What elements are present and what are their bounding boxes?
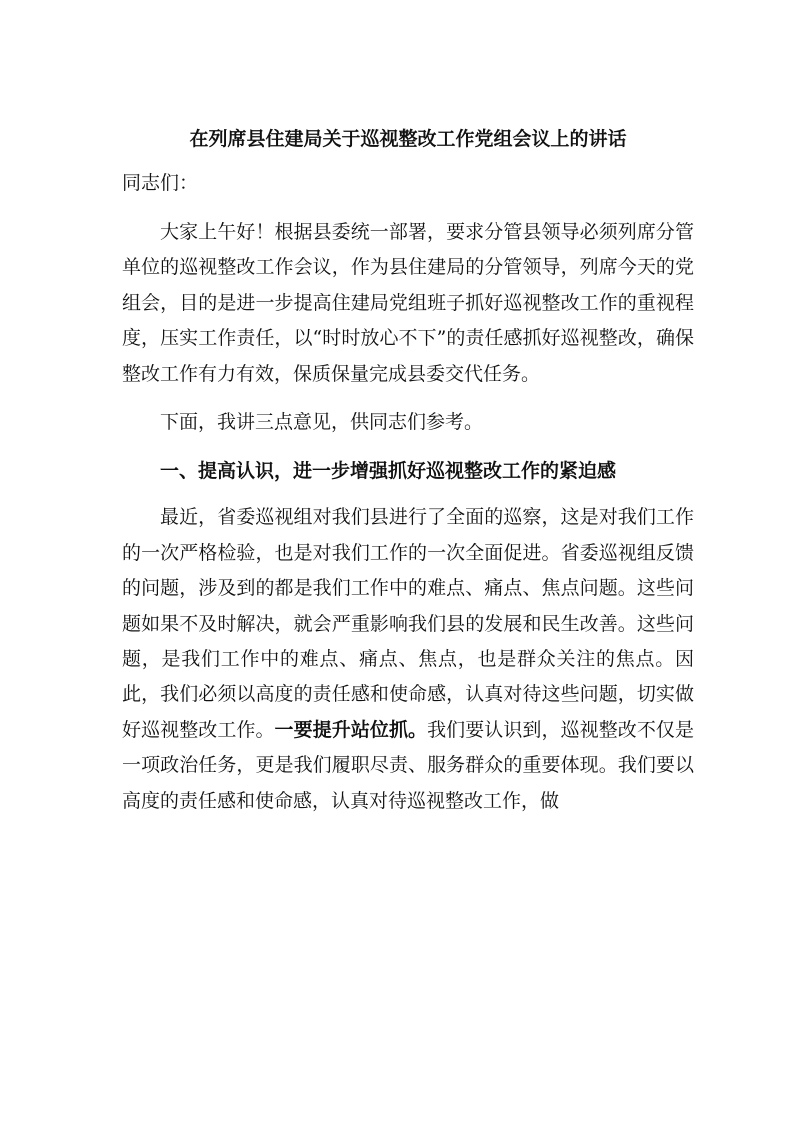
section-heading-1: 一、提高认识，进一步增强抓好巡视整改工作的紧迫感 (160, 460, 617, 483)
section-1-bold-phrase: 一要提升站位抓。 (274, 718, 428, 741)
intro-paragraph: 大家上午好！根据县委统一部署，要求分管县领导必须列席分管单位的巡视整改工作会议，作为县住建局的分管领导，列席今天的党组会，目的是进一步提高住建局党组班子抓好巡视整改工作的重视程度，压实工作责任，以“时时放心不下”的责任感抓好巡视整改，确保整改工作有力有效，保质保量完成县委交代任务。 (122, 221, 694, 385)
section-1-text-after: 我们要认识到，巡视整改不仅是一项政治任务，更是我们履职尽责、服务群众的重要体现。我们要以高度的责任感和使命感，认真对待巡视整改工作，做 (122, 718, 694, 812)
salutation: 同志们： (122, 172, 199, 194)
document-content (122, 122, 694, 819)
document-title: 在列席县住建局关于巡视整改工作党组会议上的讲话 (189, 128, 627, 150)
section-1-paragraph (122, 500, 694, 819)
section-1-text-before: 最近，省委巡视组对我们县进行了全面的巡察，这是对我们工作的一次严格检验，也是对我们工作的一次全面促进。省委巡视组反馈的问题，涉及到的都是我们工作中的难点、痛点、焦点问题。这些问题如果不及时解决，就会严重影响我们县的发展和民生改善。这些问题，是我们工作中的难点、痛点、焦点，也是群众关注的焦点。因此，我们必须以高度的责任感和使命感，认真对待这些问题，切实做好巡视整改工作。 (122, 506, 694, 741)
transition-paragraph: 下面，我讲三点意见，供同志们参考。 (160, 411, 484, 434)
